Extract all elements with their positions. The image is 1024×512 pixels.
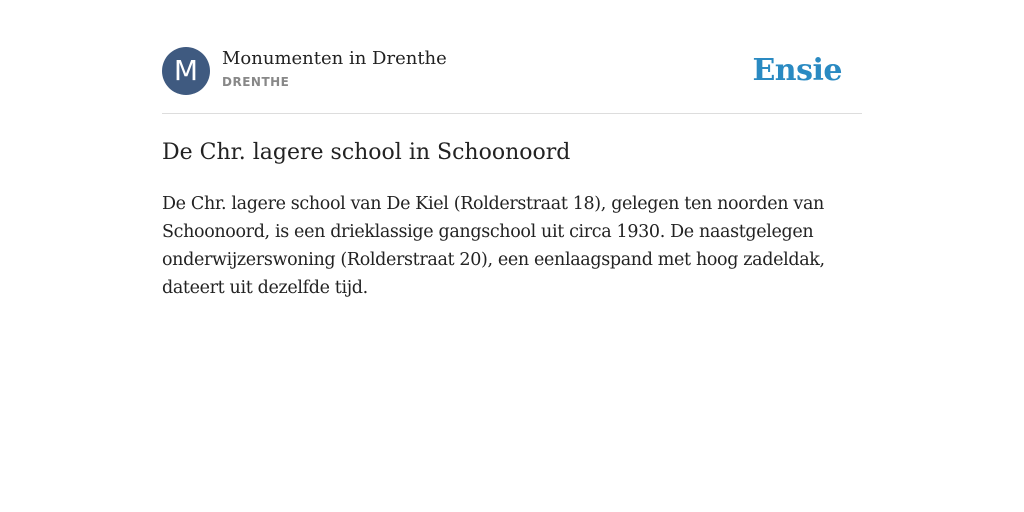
avatar[interactable]: M [162,47,210,95]
source-name[interactable]: Monumenten in Drenthe [222,48,447,69]
ensie-logo[interactable]: Ensie [752,53,842,88]
article-body: De Chr. lagere school van De Kiel (Rolderstraat 18), gelegen ten noorden van Schoonoord, is een drieklassige gangschool uit circa 1930. De naastgelegen onderwijzerswoning (Rolderstraat 20), een eenlaagspand met hoog zadeldak, dateert uit dezelfde tijd. [162,194,825,298]
header [162,47,862,114]
article-title: De Chr. lagere school in Schoonoord [162,140,571,165]
source-region: DRENTHE [222,75,290,89]
